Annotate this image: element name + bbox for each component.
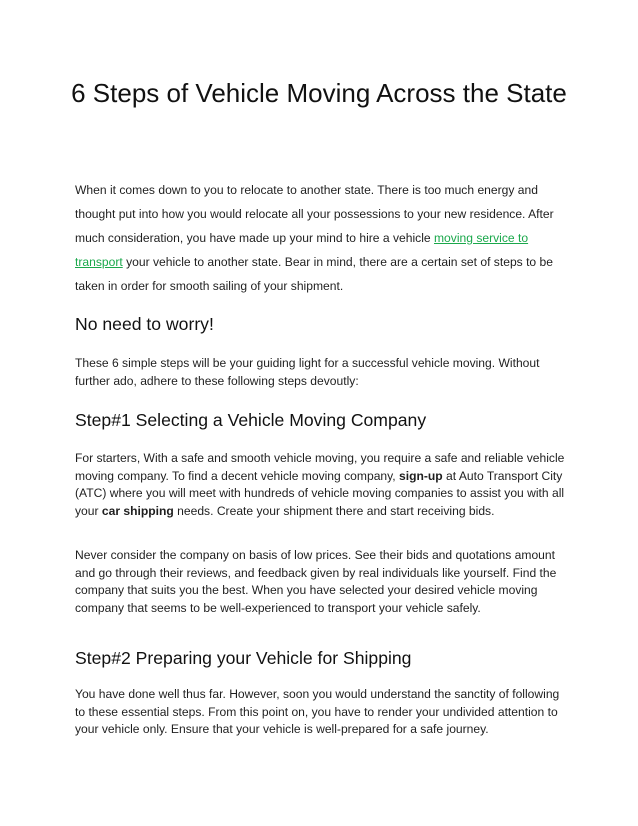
intro-text-after-link: your vehicle to another state. Bear in mind, there are a certain set of steps to be taken in order for smooth sailing of your shipment. <box>75 255 553 293</box>
step1-p1-text-c: needs. Create your shipment there and start receiving bids. <box>173 503 495 518</box>
no-worry-paragraph: These 6 simple steps will be your guiding light for a successful vehicle moving. Without further ado, adhere to these following steps devoutly: <box>75 356 540 388</box>
step1-paragraph-1 <box>75 450 571 520</box>
heading-step-2: Step#2 Preparing your Vehicle for Shipping <box>75 648 412 668</box>
step2-paragraph-1: You have done well thus far. However, soon you would understand the sanctity of following to these essential steps. From this point on, you have to render your undivided attention to your vehicle only. Ensure that your vehicle is well-prepared for a safe journey. <box>75 687 560 737</box>
step1-p1-text-a: For starters, With a safe and smooth vehicle moving, you require a safe and reliable vehicle moving company. To find a decent vehicle moving company, <box>75 451 565 483</box>
car-shipping-bold-text: car shipping <box>101 503 174 518</box>
heading-step-1: Step#1 Selecting a Vehicle Moving Company <box>75 410 427 430</box>
document-title: 6 Steps of Vehicle Moving Across the State <box>71 78 567 108</box>
signup-bold-text: sign-up <box>399 468 443 483</box>
intro-paragraph <box>75 178 571 298</box>
step1-p1-text-b: at Auto Transport City (ATC) where you will meet with hundreds of vehicle moving companies to assist you with all your <box>75 468 565 518</box>
heading-no-need-to-worry: No need to worry! <box>75 314 214 334</box>
moving-service-link[interactable]: moving service to transport <box>75 231 529 269</box>
step1-paragraph-2: Never consider the company on basis of low prices. See their bids and quotations amount and go through their reviews, and feedback given by real individuals like yourself. Find the company that suits you the best. When you have selected your desired vehicle moving company that seems to be well-experienced to transport your vehicle safely. <box>75 548 557 615</box>
intro-text-before-link: When it comes down to you to relocate to another state. There is too much energy and thought put into how you would relocate all your possessions to your new residence. After much consideration, you have made up your mind to hire a vehicle <box>75 183 554 245</box>
